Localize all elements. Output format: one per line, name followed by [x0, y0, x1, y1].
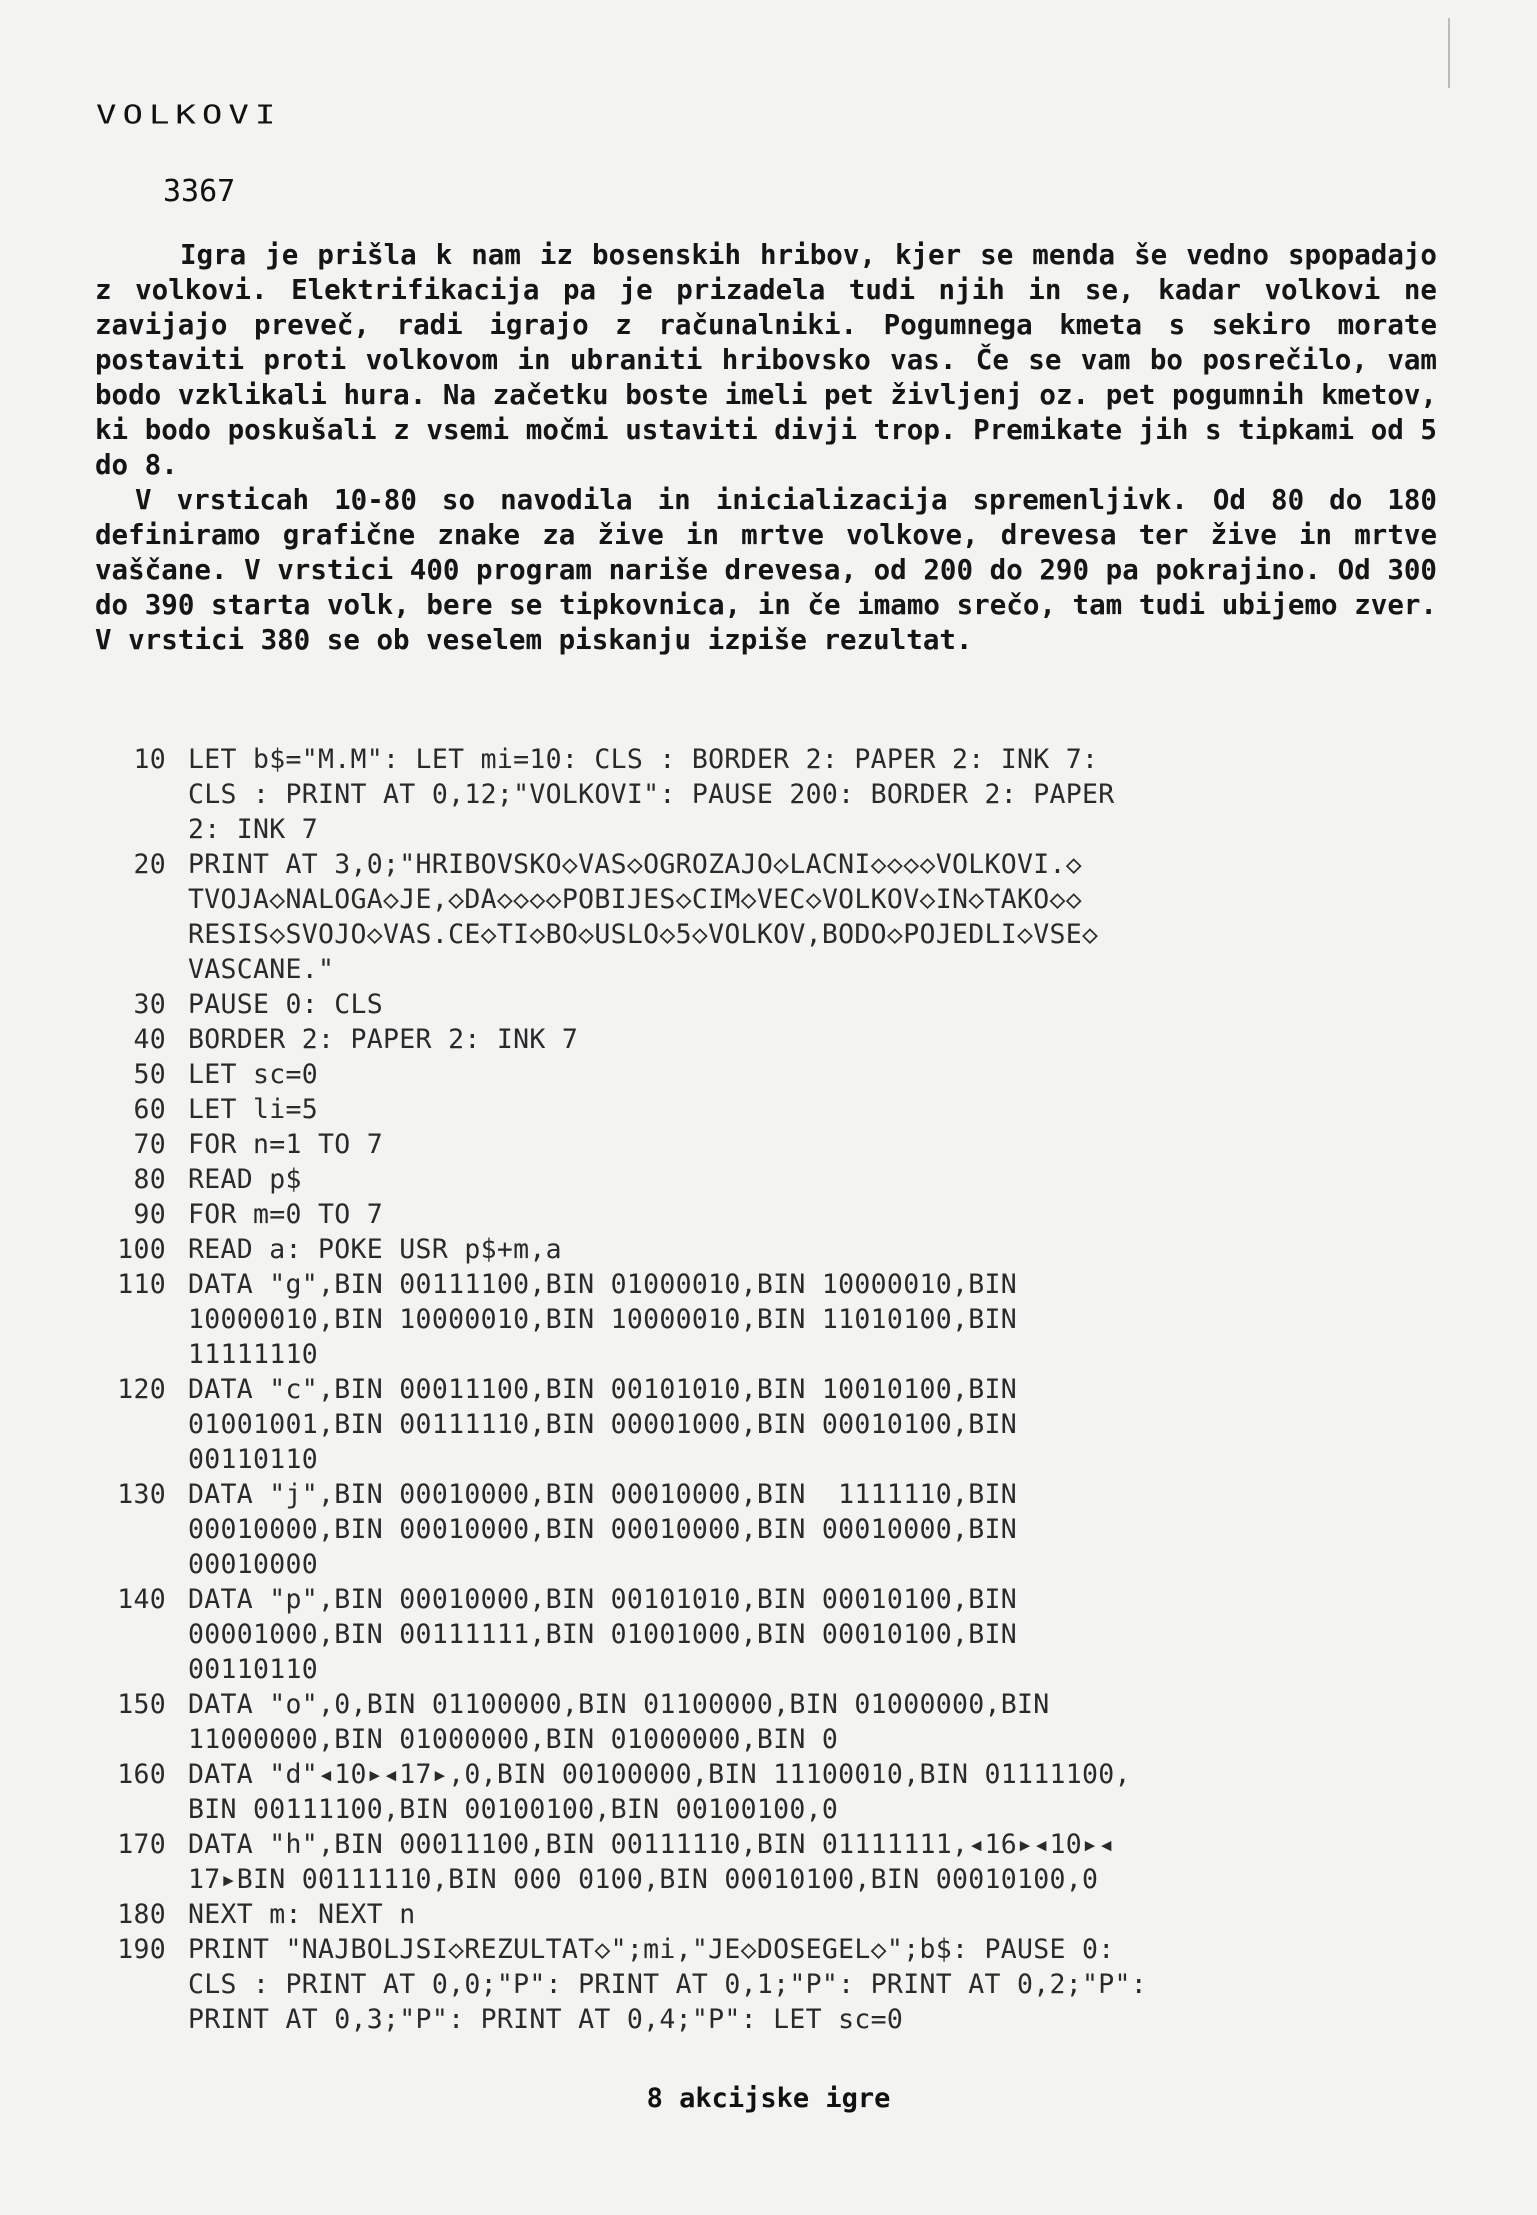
page-footer: 8 akcijske igre — [646, 2083, 891, 2114]
listing-line — [112, 987, 1448, 1022]
line-number: 30 — [133, 989, 166, 1020]
line-code: DATA "p",BIN 00010000,BIN 00101010,BIN 00010100,BIN 00001000,BIN 00111111,BIN 01001000,BIN 00010100,BIN 00110110 — [188, 1584, 1017, 1685]
line-code: FOR m=0 TO 7 — [188, 1199, 384, 1230]
line-code: BORDER 2: PAPER 2: INK 7 — [188, 1024, 579, 1055]
line-code: PRINT AT 3,0;"HRIBOVSKO◇VAS◇OGROZAJO◇LACNI◇◇◇◇VOLKOVI.◇ TVOJA◇NALOGA◇JE,◇DA◇◇◇◇POBIJES◇CIM◇VEC◇VOLKOV◇IN◇TAKO◇◇ RESIS◇SVOJO◇VAS.CE◇TI◇BO◇USLO◇5◇VOLKOV,BODO◇POJEDLI◇VSE◇ VASCANE." — [188, 849, 1099, 985]
line-code: PRINT "NAJBOLJSI◇REZULTAT◇";mi,"JE◇DOSEGEL◇";b$: PAUSE 0: CLS : PRINT AT 0,0;"P": PRINT AT 0,1;"P": PRINT AT 0,2;"P": PRINT AT 0,3;"P": PRINT AT 0,4;"P": LET sc=0 — [188, 1934, 1148, 2035]
line-code: DATA "c",BIN 00011100,BIN 00101010,BIN 10010100,BIN 01001001,BIN 00111110,BIN 00001000,BIN 00010100,BIN 00110110 — [188, 1374, 1017, 1475]
listing-line — [112, 1372, 1448, 1477]
listing-line — [112, 1897, 1448, 1932]
listing-line — [112, 1232, 1448, 1267]
listing-line — [112, 1757, 1448, 1827]
listing-line — [112, 742, 1448, 847]
line-number: 180 — [117, 1899, 166, 1930]
line-number: 10 — [133, 744, 166, 775]
listing-line — [112, 847, 1448, 987]
scan-margin-mark — [1448, 18, 1450, 88]
line-code: DATA "j",BIN 00010000,BIN 00010000,BIN 1111110,BIN 00010000,BIN 00010000,BIN 00010000,BIN 00010000,BIN 00010000 — [188, 1479, 1017, 1580]
line-code: PAUSE 0: CLS — [188, 989, 384, 1020]
line-code: LET li=5 — [188, 1094, 319, 1125]
listing-line — [112, 1022, 1448, 1057]
listing-line — [112, 1827, 1448, 1897]
listing-line — [112, 1092, 1448, 1127]
line-code: DATA "g",BIN 00111100,BIN 01000010,BIN 10000010,BIN 10000010,BIN 10000010,BIN 10000010,BIN 11010100,BIN 11111110 — [188, 1269, 1017, 1370]
listing-line — [112, 1127, 1448, 1162]
line-code: NEXT m: NEXT n — [188, 1899, 416, 1930]
listing-line — [112, 1197, 1448, 1232]
line-number: 20 — [133, 849, 166, 880]
intro-paragraph: Igra je prišla k nam iz bosenskih hribov, kjer se menda še vedno spopadajo z volkovi. Elektrifikacija pa je prizadela tudi njih in se, kadar volkovi ne zavijajo preveč, radi igrajo z računalniki. Pogumnega kmeta s sekiro morate postaviti proti volkovom in ubraniti hribovsko vas. Če se vam bo posrečilo, vam bodo vzklikali hura. Na začetku boste imeli pet življenj oz. pet pogumnih kmetov, ki bodo poskušali z vsemi močmi ustaviti divji trop. Premikate jih s tipkami od 5 do 8. — [95, 239, 1437, 481]
program-listing — [112, 742, 1448, 2037]
line-number: 120 — [117, 1374, 166, 1405]
listing-line — [112, 1687, 1448, 1757]
intro-text — [95, 238, 1437, 658]
listing-line — [112, 1477, 1448, 1582]
listing-line — [112, 1057, 1448, 1092]
program-code: 3367 — [163, 174, 236, 209]
line-code: DATA "h",BIN 00011100,BIN 00111110,BIN 01111111,◂16▸◂10▸◂ 17▸BIN 00111110,BIN 000 0100,BIN 00010100,BIN 00010100,0 — [188, 1829, 1115, 1895]
line-number: 170 — [117, 1829, 166, 1860]
listing-line — [112, 1932, 1448, 2037]
line-code: DATA "o",0,BIN 01100000,BIN 01100000,BIN 01000000,BIN 11000000,BIN 01000000,BIN 01000000,BIN 0 — [188, 1689, 1050, 1755]
listing-line — [112, 1582, 1448, 1687]
intro-paragraph: V vrsticah 10-80 so navodila in inicializacija spremenljivk. Od 80 do 180 definiramo grafične znake za žive in mrtve volkove, drevesa ter žive in mrtve vaščane. V vrstici 400 program nariše drevesa, od 200 do 290 pa pokrajino. Od 300 do 390 starta volk, bere se tipkovnica, in če imamo srečo, tam tudi ubijemo zver. V vrstici 380 se ob veselem piskanju izpiše rezultat. — [95, 484, 1437, 656]
line-number: 140 — [117, 1584, 166, 1615]
line-number: 100 — [117, 1234, 166, 1265]
page-title: VOLKOVI — [96, 100, 282, 130]
line-number: 50 — [133, 1059, 166, 1090]
line-number: 160 — [117, 1759, 166, 1790]
line-number: 190 — [117, 1934, 166, 1965]
line-code: FOR n=1 TO 7 — [188, 1129, 384, 1160]
line-number: 110 — [117, 1269, 166, 1300]
line-code: DATA "d"◂10▸◂17▸,0,BIN 00100000,BIN 11100010,BIN 01111100, BIN 00111100,BIN 00100100,BIN 00100100,0 — [188, 1759, 1131, 1825]
line-number: 90 — [133, 1199, 166, 1230]
line-code: READ p$ — [188, 1164, 302, 1195]
listing-line — [112, 1162, 1448, 1197]
line-number: 150 — [117, 1689, 166, 1720]
line-number: 80 — [133, 1164, 166, 1195]
line-number: 60 — [133, 1094, 166, 1125]
line-code: READ a: POKE USR p$+m,a — [188, 1234, 562, 1265]
line-number: 40 — [133, 1024, 166, 1055]
listing-line — [112, 1267, 1448, 1372]
line-code: LET sc=0 — [188, 1059, 319, 1090]
line-number: 70 — [133, 1129, 166, 1160]
line-code: LET b$="M.M": LET mi=10: CLS : BORDER 2: PAPER 2: INK 7: CLS : PRINT AT 0,12;"VOLKOVI": PAUSE 200: BORDER 2: PAPER 2: INK 7 — [188, 744, 1115, 845]
line-number: 130 — [117, 1479, 166, 1510]
